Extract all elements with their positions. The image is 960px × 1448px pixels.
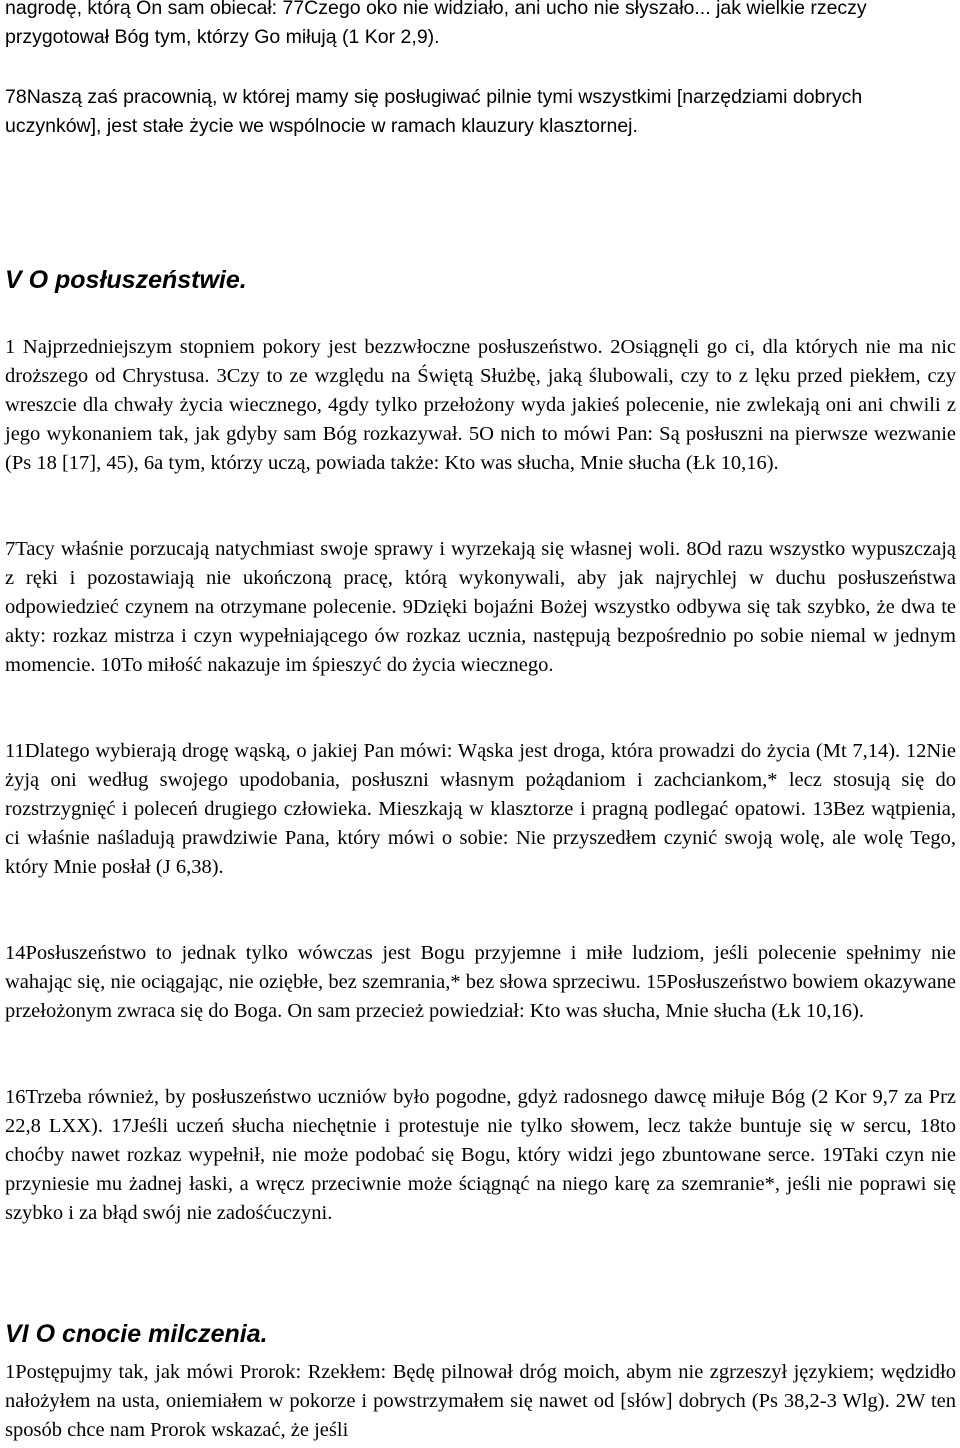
intro-paragraph: 78Naszą zaś pracownią, w której mamy się posługiwać pilnie tymi wszystkimi [narzędziami dobrych uczynków], jest stałe życie we wspólnocie w ramach klauzury klasztornej. [5,86,863,137]
section-paragraph: 14Posłuszeństwo to jednak tylko wówczas jest Bogu przyjemne i miłe ludziom, jeśli polecenie spełnimy nie wahając się, nie ociągając, nie oziębłe, bez szemrania,* bez słowa sprzeciwu. 15Posłuszeństwo bowiem okazywane przełożonym zwraca się do Boga. On sam przecież powiedział: Kto was słucha, Mnie słucha (Łk 10,16). [5,942,956,1022]
section-paragraph: 1 Najprzedniejszym stopniem pokory jest bezzwłoczne posłuszeństwo. 2Osiągnęli go ci, dla których nie ma nic droższego od Chrystusa. 3Czy to ze względu na Świętą Służbę, jaką ślubowali, czy to z lęku przed piekłem, czy wreszcie dla chwały życia wiecznego, 4gdy tylko przełożony wyda jakieś polecenie, nie zwlekają oni ani chwili z jego wykonaniem tak, jak gdyby sam Bóg rozkazywał. 5O nich to mówi Pan: Są posłuszni na pierwsze wezwanie (Ps 18 [17], 45), 6a tym, którzy uczą, powiada także: Kto was słucha, Mnie słucha (Łk 10,16). [5,336,956,474]
section-heading: VI O cnocie milczenia. [5,1320,268,1348]
section-paragraph: 1Postępujmy tak, jak mówi Prorok: Rzekłem: Będę pilnował dróg moich, abym nie zgrzeszył językiem; wędzidło nałożyłem na usta, oniemiałem w pokorze i powstrzymałem się nawet od [słów] dobrych (Ps 38,2-3 Wlg). 2W ten sposób chce nam Prorok wskazać, że jeśli [5,1361,956,1441]
intro-paragraph: nagrodę, którą On sam obiecał: 77Czego oko nie widziało, ani ucho nie słyszało... jak wielkie rzeczy przygotował Bóg tym, którzy Go miłują (1 Kor 2,9). [5,0,867,48]
section-paragraph: 7Tacy właśnie porzucają natychmiast swoje sprawy i wyrzekają się własnej woli. 8Od razu wszystko wypuszczają z ręki i pozostawiają nie ukończoną pracę, którą wykonywali, aby jak najrychlej w duchu posłuszeństwa odpowiedzieć czynem na otrzymane polecenie. 9Dzięki bojaźni Bożej wszystko odbywa się tak szybko, że dwa te akty: rozkaz mistrza i czyn wypełniającego ów rozkaz ucznia, następują bezpośrednio po sobie niemal w jednym momencie. 10To miłość nakazuje im śpieszyć do życia wiecznego. [5,538,956,676]
section-paragraph: 11Dlatego wybierają drogę wąską, o jakiej Pan mówi: Wąska jest droga, która prowadzi do życia (Mt 7,14). 12Nie żyją oni według swojego upodobania, posłuszni własnym pożądaniom i zachciankom,* lecz stosują się do rozstrzygnięć i poleceń drugiego człowieka. Mieszkają w klasztorze i pragną podlegać opatowi. 13Bez wątpienia, ci właśnie naśladują prawdziwie Pana, który mówi o sobie: Nie przyszedłem czynić swoją wolę, ale wolę Tego, który Mnie posłał (J 6,38). [5,740,956,878]
section-heading: V O posłuszeństwie. [5,266,247,294]
section-paragraph: 16Trzeba również, by posłuszeństwo uczniów było pogodne, gdyż radosnego dawcę miłuje Bóg (2 Kor 9,7 za Prz 22,8 LXX). 17Jeśli uczeń słucha niechętnie i protestuje nie tylko słowem, lecz także buntuje się w sercu, 18to choćby nawet rozkaz wypełnił, nie może podobać się Bogu, który widzi jego zbuntowane serce. 19Taki czyn nie przyniesie mu żadnej łaski, a wręcz przeciwnie może ściągnąć na niego karę za szemranie*, jeśli nie poprawi się szybko i za błąd swój nie zadośćuczyni. [5,1086,956,1224]
